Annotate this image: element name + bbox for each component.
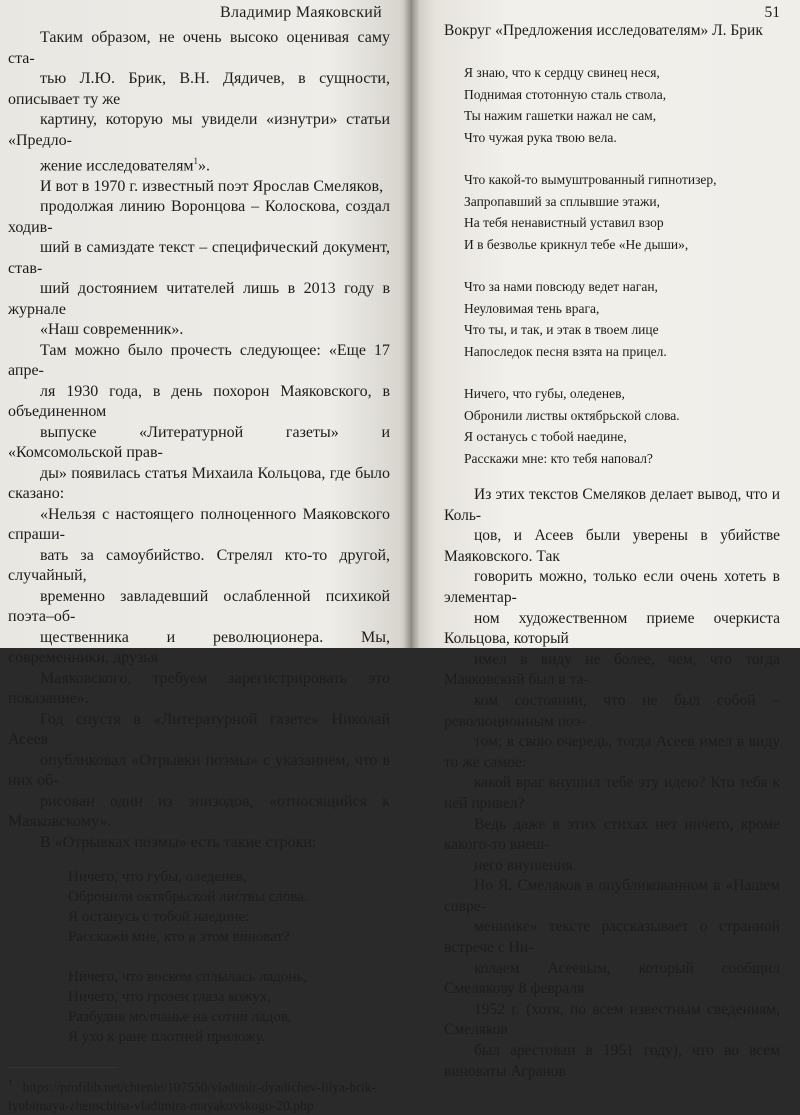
right-poem — [464, 62, 780, 469]
right-paragraph-2: Но Я. Смеляков в опубликованном в «Нашем совре- меннике» тексте рассказывает о странной встрече с Ни- колаем Асеевым, который сообщил Смелякову 8 февраля 1952 г. (хотя, по всем известным сведениям, Смеляков был арестован в 1951 году), что во всем виноваты Агранов — [444, 877, 780, 1080]
poem-stanza: Ничего, что воском сплылась ладонь, Ничего, что грозен глаза кожух, Разбудив молчанье на сотни ладов, Я ухо к ране плотней приложу. — [68, 969, 308, 1046]
poem-stanza: Что за нами повсюду ведет наган, Неуловимая тень врага, Что ты, и так, и этак в твоем лице Напоследок песня взята на прицел. — [464, 279, 667, 359]
poem-stanza: Ничего, что губы, оледенев, Обронили октябрьской листвы слова. Я останусь с тобой наедине: Расскажи мне, кто в этом виноват? — [68, 869, 308, 946]
left-paragraph-3: Там можно было прочесть следующее: «Еще 17 апре- ля 1930 года, в день похорон Маяковского, в объединенном выпуске «Литературной газеты» и «Комсомольской прав- ды» появилась статья Михаила Кольцова, где было сказано: «Нельзя с настоящего полноценного Маяковского спраши- вать за самоубийство. Стрелял кто-то другой, случайный, временно завладевший ослабленной психикой поэта–об- щественника и революционера. Мы, современники, друзья Маяковского, требуем зарегистрировать это показание». — [8, 341, 390, 708]
left-paragraph-1: Таким образом, не очень высоко оценивая саму ста- тью Л.Ю. Брик, В.Н. Дядичев, в сущности, описывает ту же картину, которую мы увидели «изнутри» статьи «Предло- жение исследователям$^1$». — [8, 29, 390, 175]
book-gutter — [404, 0, 420, 648]
poem-stanza: Я знаю, что к сердцу свинец неся, Поднимая стотонную сталь ствола, Ты нажим гашетки нажал не сам, Что чужая рука твою вела. — [464, 65, 667, 145]
right-running-head: Вокруг «Предложения исследователям» Л. Брик — [444, 22, 763, 39]
footnote-link[interactable]: https://profilib.net/chtenie/107550/vladimir-dyadichev-lilya-brik- — [22, 1079, 376, 1095]
right-page — [412, 0, 800, 1080]
footnote-divider — [8, 1067, 118, 1068]
footnote-number: 1 — [8, 1078, 13, 1089]
footnote-marker: 1 — [193, 156, 199, 166]
left-paragraph-4: Год спустя в «Литературной газете» Николай Асеев опубликовал «Отрывки поэмы» с указанием, что в них об- рисован один из эпизодов, «относящийся к Маяковскому». В «Отрывках поэмы» есть такие строки: — [8, 710, 390, 851]
left-running-head: Владимир Маяковский — [220, 4, 382, 21]
right-paragraph-1: Из этих текстов Смеляков делает вывод, что и Коль- цов, и Асеев были уверены в убийстве Маяковского. Так говорить можно, только если очень хотеть в элементар- ном художественном приеме очеркиста Кольцова, который имел в виду не более, чем, что тогда Маяковский был в та- ком состоянии, что не был собой – революционным поэ- том; в свою очередь, тогда Асеев имел в виду то же самое: какой враг внушил тебе эту идею? Кто тебя к ней привел? Ведь даже в этих стихах нет ничего, кроме какого-то внеш- него внушения. — [444, 486, 780, 874]
left-poem — [68, 867, 390, 1047]
left-paragraph-2: И вот в 1970 г. известный поэт Ярослав Смеляков, продолжая линию Воронцова – Колоскова, создал ходив- ший в самиздате текст – специфический документ, став- ший достоянием читателей лишь в 2013 году в журнале «Наш современник». — [8, 177, 390, 339]
poem-stanza: Ничего, что губы, оледенев, Обронили листвы октябрьской слова. Я останусь с тобой наедине, Расскажи мне: кто тебя наповал? — [464, 386, 680, 466]
left-page-body — [8, 28, 390, 1115]
page-number: 51 — [764, 4, 780, 21]
footnote-link-continued[interactable]: lyubimaya-zhenschina-vladimira-mayakovskogo-20.php — [8, 1097, 314, 1113]
poem-stanza: Что какой-то вымуштрованный гипнотизер, Запропавший за сплывшие этажи, На тебя ненавистный уставил взор И в безволье крикнул тебе «Не дыши», — [464, 172, 717, 252]
right-running-head-row — [444, 4, 780, 40]
footnote — [8, 1074, 390, 1115]
